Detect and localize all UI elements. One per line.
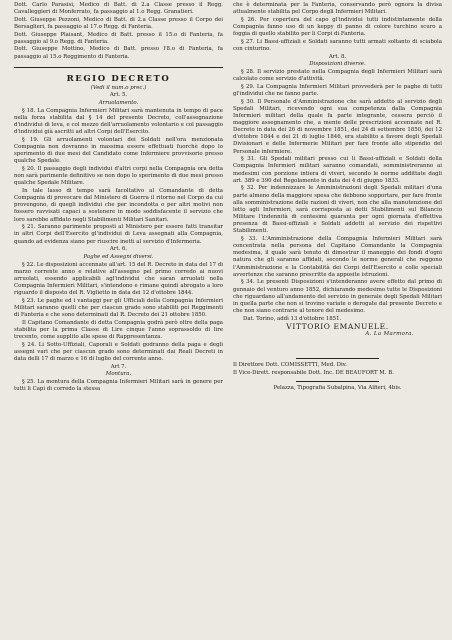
paragraph: § 18. La Compagnia Infermieri Militari sarà mantenuta in tempo di pace nella forza stabilita dal § 14 del presente Decreto, coll'assegnazione d'individui di leva, e col mezzo dell'arruolamento volontario e col passaggio d'individui già ascritti ad altri Corpi dell'Esercito. bbox=[14, 107, 223, 136]
paragraph: § 30. Il Personale d'Amministrazione che sarà addetto al servizio degli Spedali Militari, ricevendo ogni sua competenza dalla Compagnia Infermieri militari della quale fa parte integrante, cessera perciò il maggiore assegnamento che, a mente delle prescrizioni accennate nel R. Decreto in data dei 26 di novembre 1851, dei 24 di settembre 1850, dei 12 d'ottobre 1844 e dei 21 di luglio 1846, era stabilito a favore degli Spedali Divisionari e delle Infermerie Militari per fare fronte allo stipendio del Personale infermiere. bbox=[233, 98, 442, 155]
paragraph: che è determinata per la Fanteria, conservando però ognora la divisa attualmente stabilita pel Corpo degli Infermieri Militari. bbox=[233, 2, 442, 16]
right-column bbox=[233, 2, 442, 640]
paragraph: § 23. Le paghe ed i vantaggi per gli Ufficiali della Compagnia Infermieri Militari saranno quelli che per ciascun grado sono stabiliti pei Reggimenti di Fanteria e che sono determinati dal R. Decreto dei 21 ottobre 1850. bbox=[14, 297, 223, 319]
printer-line: Pelazza, Tipografia Subalpina, Via Alfieri, 4bis. bbox=[273, 384, 402, 391]
paragraph: Dott. Carlo Parasisi, Medico di Batt. di 2.a Classe presso il Regg. Cavalleggieri di Monferrato, fa passaggio al 1.o Regg. Granatieri. bbox=[14, 2, 223, 16]
divider bbox=[296, 381, 380, 382]
paragraph: Dott. Giuseppe Plaisant, Medico di Batt. presso il 15.o di Fanteria, fa passaggio al 9.o Regg. di Fanteria. bbox=[14, 31, 223, 45]
paragraph: Dott. Giuseppe Pezzoni, Medico di Batt. di 2.a Classe presso il Corpo dei Bersaglieri, fa passaggio al 17.o Regg. di Fanteria. bbox=[14, 16, 223, 30]
divider bbox=[296, 358, 380, 359]
countersignature: A. La Marmora. bbox=[365, 331, 414, 338]
paragraph: § 25. La montura della Compagnia Infermieri Militari sarà in genere per tutti li Capi di corredo la stessa bbox=[14, 379, 223, 393]
paragraph: § 21. Saranno parimente proposti al Ministero per essere fatti transitar in altri Corpi dell'Esercito gl'individui di Leva assegnati alla Compagnia, quando ad evidenza siano per riuscire inetti al servizio d'Infermeria. bbox=[14, 224, 223, 245]
masthead-footer bbox=[233, 358, 442, 391]
paragraph: § 34. Le presenti Disposizioni s'intenderanno avere effetto dal primo di gennaio del venturo anno 1852, dichiarando medesimo tutte le Disposizioni che riguardano all'andamento del servizio in generale degli Spedali Militari in quella parte che non si trovino variate o derogate dal presente Decreto e che non siano contrarie al tenore del medesimo. bbox=[233, 279, 442, 315]
decree-date: Dat. Torino, addì 13 d'ottobre 1851. bbox=[243, 315, 342, 322]
paragraph: In tale lasso di tempo sarà facoltativo al Comandante di detta Compagnia di provocare dal Ministero di Guerra il ritorno nel Corpo da cui provengono, di quegli individui che per incondotta o per altri motivi non fossero ravvisati capaci a sostenere in modo soddisfacente il servizio che loro sarebbe affidato negli Stabilimenti Militari Sanitari. bbox=[14, 187, 223, 223]
paragraph: § 31. Gli Spedali militari presso cui li Bassi-uffiziali e Soldati della Compagnia Infermieri militari saranno comandati, somministreranno ai medesimi con porzione intiera di viveri, secondo le norme addittate dagli art. 389 e 390 del Regolamento in data dei 4 di giugno 1833. bbox=[233, 156, 442, 184]
article-label: Art. 6. bbox=[109, 246, 128, 253]
king-signature: VITTORIO EMANUELE. bbox=[286, 322, 389, 332]
paragraph: § 29. La Compagnia Infermieri Militari provvederà per le paghe di tutti gl'individui che ne fanno parte. bbox=[233, 83, 442, 97]
paragraph: § 27. Li Bassi-uffiziali e Soldati saranno tutti armati soltanto di sciabola con cinturino. bbox=[233, 38, 442, 52]
paragraph: § 19. Gli arruolamenti volontari dei Soldati nell'ora menzionata Compagnia non dovranno in massima essere effettuati fuorchè dopo lo sperimento di due mesi del Candidato come Infermiere provvisorio presso qualche Spedale. bbox=[14, 136, 223, 165]
paragraph: § 26. Per copertura del capo gl'individui tutti indistintamente della Compagnia fanno uso di un keppy di panno di colore turchino scuro a foggia di quello stabilito per li Corpi di Fanteria. bbox=[233, 16, 442, 38]
decree-title: REGIO DECRETO bbox=[66, 73, 171, 84]
paragraph: § 28. Il servizio prestato nella Compagnia degli Infermieri Militari sarà calcolato come servizio d'attività. bbox=[233, 68, 442, 83]
article-label: Art 7. bbox=[110, 363, 127, 370]
vice-director-line: Il Vice-Dirett. responsabile Dott. Inc. DE BEAUFORT M. B. bbox=[233, 370, 394, 377]
paragraph: § 33. L'Amministrazione della Compagnia Infermieri Militari sarà concentrata nella persona del Capitano Comandante la Compagnia medesima, il quale sarà tenuto di dimostrar il maneggio dei fondi d'ogni natura che gli saranno affidati, secondo le norme generali che reggono l'Amministrazione e la Contabilità dei Corpi dell'Esercito e colle speciali avvertenze che saranno prescritte da apposite istruzioni. bbox=[233, 236, 442, 278]
section-heading: Disposizioni diverse. bbox=[309, 61, 366, 68]
left-column bbox=[14, 2, 223, 640]
section-heading: Montura. bbox=[105, 371, 132, 378]
paragraph: § 24. Li Sotto-Uffiziali, Caporali e Soldati godranno della paga e degli assegni vari che per ciascun grado sono determinati dai Reali Decreti in data delli 17 di marzo e 16 di luglio del corrente anno. bbox=[14, 341, 223, 363]
paragraph: § 22. Le disposizioni accennate all'art. 15 del R. Decreto in data del 17 di marzo corrente anno e relative all'assegno pel primo corredo ai nuovi arruolati, essendo applicabili agl'individui che saran arruolati nella Compagnia Infermieri Militari, s'intendono e rimane quindi abrogato a loro riguardo il disposto del R. Viglietto in data dei 12 d'ottobre 1844. bbox=[14, 261, 223, 297]
paragraph: Dott. Giuseppe Mottino, Medico di Batt. presso l'8.o di Fanteria, fa passaggio al 15.o Reggimento di Fanteria. bbox=[14, 46, 223, 60]
paragraph: § 32. Per indennizzare le Amministrazioni degli Spedali militari d'una parte almeno della maggiore spesa che debbono sopportare, per fare fronte alla somministrazione delle razioni di viveri, non che alla manutenzione del letto agli Infermieri, sarà corrisposta ai detti Stabilimenti sul Bilancio Militare l'indennità di centesimi quaranta per ogni giornata d'effettiva presenza di Bassi-uffiziali e Soldati addetti al servizio dei rispettivi Stabilimenti. bbox=[233, 185, 442, 235]
decree-subtitle: (Vedi il num.o prec.) bbox=[90, 84, 147, 91]
section-heading: Paghe ed Assegni diversi. bbox=[83, 253, 154, 260]
paragraph: § 20. Il passaggio degli individui d'altri corpi nella Compagnia ora detta non sarà parimente definitivo se non dopo lo sperimento di due mesi presso qualche Spedale Militare. bbox=[14, 165, 223, 187]
article-label: Art. 5. bbox=[109, 92, 128, 99]
paragraph: Il Capitano Comandante di detta Compagnia godrà però oltre della paga stabilita per la prima Classe di Lire cinque l'anno soprassoldo di lire trecento, come supplito alle spese di Rappresentanza. bbox=[14, 319, 223, 341]
section-heading: Arruolamento. bbox=[98, 100, 139, 107]
divider bbox=[14, 67, 223, 68]
article-label: Art. 8. bbox=[328, 53, 347, 60]
director-line: Il Direttore Dott. COMISSETTI, Med. Div. bbox=[233, 362, 347, 369]
